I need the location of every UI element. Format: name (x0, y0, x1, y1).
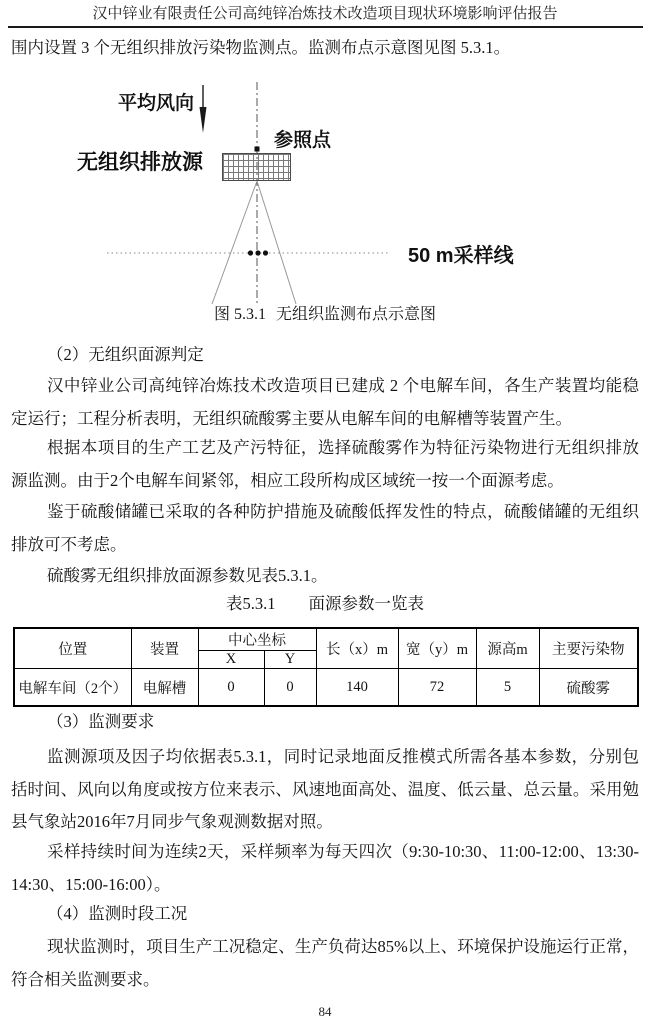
table-title-number: 表5.3.1 (226, 594, 276, 613)
monitoring-point-dot (248, 250, 253, 255)
col-header-device: 装置 (131, 628, 198, 669)
plume-right-line (257, 181, 296, 304)
col-header-x: X (198, 651, 264, 669)
cell-position: 电解车间（2个） (14, 669, 131, 707)
cell-width: 72 (398, 669, 476, 707)
reference-point-label: 参照点 (274, 130, 332, 151)
monitoring-layout-diagram (0, 80, 650, 304)
cell-x: 0 (198, 669, 264, 707)
emission-source-hatched-rect (222, 153, 291, 181)
section-2-paragraph-1: 汉中锌业公司高纯锌冶炼技术改造项目已建成 2 个电解车间，各生产装置均能稳定运行；工程分析表明，无组织硫酸雾主要从电解车间的电解槽等装置产生。 (11, 376, 639, 428)
figure-caption-text: 无组织监测布点示意图 (276, 306, 437, 323)
cell-source-height: 5 (476, 669, 539, 707)
area-source-parameter-table (13, 627, 639, 707)
section-4-paragraph-1: 现状监测时，项目生产工况稳定、生产负荷达85%以上、环境保护设施运行正常，符合相关监测要求。 (11, 937, 639, 989)
wind-direction-label: 平均风向 (118, 93, 195, 114)
monitoring-point-dot (255, 250, 260, 255)
cell-y: 0 (264, 669, 316, 707)
col-header-y: Y (264, 651, 316, 669)
col-header-pollutant: 主要污染物 (539, 628, 638, 669)
figure-caption-number: 图 5.3.1 (213, 306, 266, 323)
reference-point-marker (255, 147, 260, 152)
col-header-center-coordinates: 中心坐标 (198, 628, 316, 651)
section-2-paragraph-4: 硫酸雾无组织排放面源参数见表5.3.1。 (47, 566, 328, 585)
wind-arrow-head (200, 107, 207, 133)
section-2-heading: （2）无组织面源判定 (47, 345, 204, 364)
sampling-line-label: 50 m采样线 (408, 245, 514, 267)
table-row (14, 669, 638, 707)
diagram-canvas (0, 80, 650, 304)
intro-paragraph: 围内设置 3 个无组织排放污染物监测点。监测布点示意图见图 5.3.1。 (11, 38, 511, 57)
cell-device: 电解槽 (131, 669, 198, 707)
col-header-width: 宽（y）m (398, 628, 476, 669)
section-4-heading: （4）监测时段工况 (47, 904, 188, 923)
section-2-paragraph-3: 鉴于硫酸储罐已采取的各种防护措施及硫酸低挥发性的特点，硫酸储罐的无组织排放可不考虑。 (11, 502, 639, 554)
section-2-paragraph-2: 根据本项目的生产工艺及产污特征，选择硫酸雾作为特征污染物进行无组织排放源监测。由于2个电解车间紧邻，相应工段所构成区域统一按一个面源考虑。 (11, 438, 639, 490)
report-header-title: 汉中锌业有限责任公司高纯锌冶炼技术改造项目现状环境影响评估报告 (92, 6, 558, 22)
plume-left-line (212, 181, 257, 304)
figure-caption (0, 303, 650, 327)
cell-length: 140 (316, 669, 398, 707)
col-header-length: 长（x）m (316, 628, 398, 669)
col-header-position: 位置 (14, 628, 131, 669)
header-rule (8, 26, 643, 28)
table-title (0, 592, 650, 616)
cell-pollutant: 硫酸雾 (539, 669, 638, 707)
col-header-source-height: 源高m (476, 628, 539, 669)
section-3-paragraph-2: 采样持续时间为连续2天，采样频率为每天四次（9:30-10:30、11:00-12:00、13:30-14:30、15:00-16:00）。 (11, 842, 639, 894)
emission-source-label: 无组织排放源 (77, 151, 203, 174)
section-3-paragraph-1: 监测源项及因子均依据表5.3.1，同时记录地面反推模式所需各基本参数，分别包括时间、风向以角度或按方位来表示、风速地面高处、温度、低云量、总云量。采用勉县气象站2016年7月同步气象观测数据对照。 (11, 747, 639, 831)
page-number: 84 (318, 1004, 332, 1019)
section-3-heading: （3）监测要求 (47, 712, 155, 731)
table-title-text: 面源参数一览表 (308, 594, 424, 613)
monitoring-point-dot (263, 250, 268, 255)
